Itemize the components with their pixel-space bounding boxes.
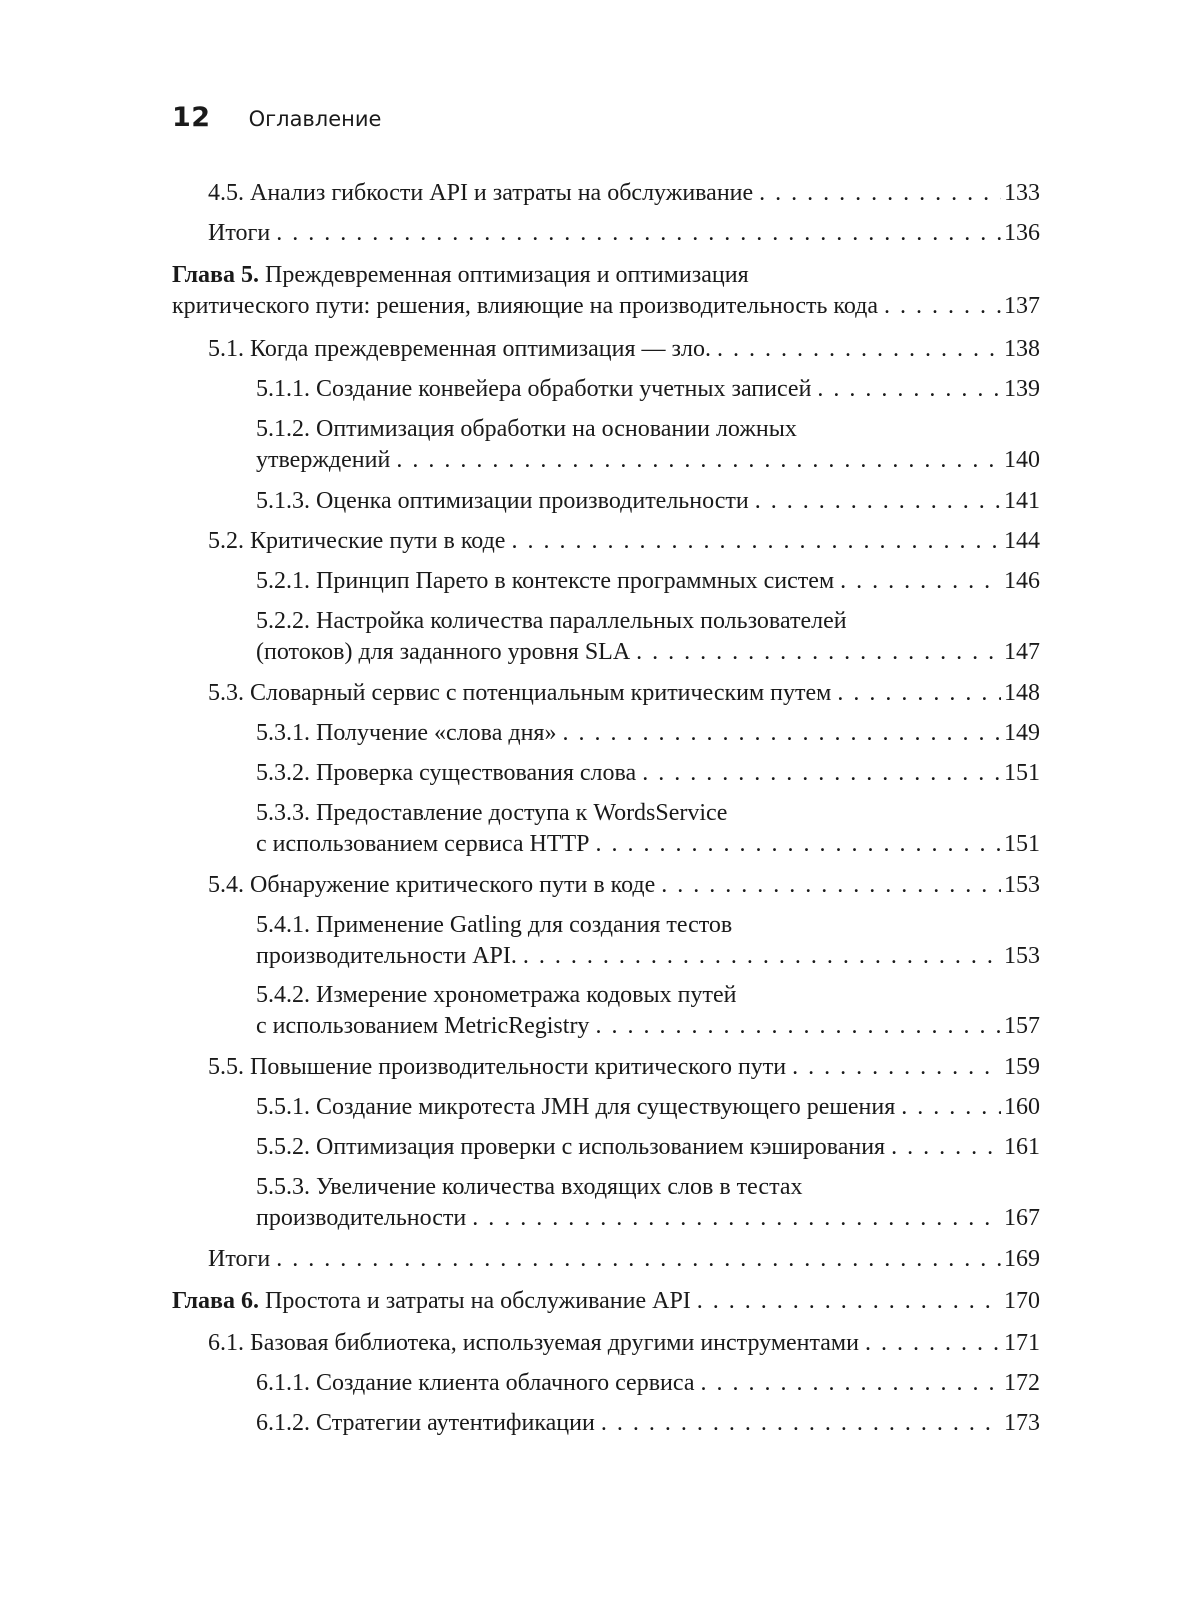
toc-page-number: 141 — [1004, 488, 1040, 514]
toc-entry-title-line — [256, 798, 1040, 829]
toc-page-number: 151 — [1004, 760, 1040, 786]
toc-entry-title: с использованием сервиса HTTP — [256, 831, 590, 857]
dot-leader — [276, 1244, 1001, 1275]
toc-chapter-entry — [172, 1286, 1040, 1317]
dot-leader — [865, 1328, 1001, 1359]
toc-entry-title: 5.1.2. Оптимизация обработки на основании ложных — [256, 416, 797, 442]
toc-entry-title: 5.2.2. Настройка количества параллельных пользователей — [256, 608, 847, 634]
dot-leader — [511, 526, 1001, 557]
chapter-label: Глава 6. — [172, 1288, 259, 1314]
toc-entry-title: Итоги — [208, 220, 271, 246]
dot-leader — [837, 678, 1001, 709]
toc-entry-title-line — [256, 414, 1040, 445]
toc-entry-title: 5.3. Словарный сервис с потенциальным критическим путем — [208, 680, 832, 706]
dot-leader — [642, 758, 1001, 789]
toc-entry — [208, 870, 1040, 901]
toc-chapter-entry — [172, 260, 1040, 322]
dot-leader — [700, 1368, 1001, 1399]
dot-leader — [697, 1286, 1001, 1317]
toc-entry — [208, 678, 1040, 709]
toc-entry-title: 5.1.3. Оценка оптимизации производительности — [256, 488, 749, 514]
toc-entry — [256, 718, 1040, 749]
toc-page-number: 137 — [1004, 293, 1040, 319]
dot-leader — [396, 445, 1001, 476]
dot-leader — [792, 1052, 1001, 1083]
toc-page-number: 149 — [1004, 720, 1040, 746]
dot-leader — [661, 870, 1001, 901]
toc-entry — [256, 980, 1040, 1042]
toc-page-number: 169 — [1004, 1246, 1040, 1272]
toc-entry-title: 5.5.3. Увеличение количества входящих слов в тестах — [256, 1174, 803, 1200]
toc-entry — [256, 566, 1040, 597]
toc-entry — [208, 334, 1040, 365]
toc-entry — [256, 798, 1040, 860]
toc-entry-title-line — [256, 606, 1040, 637]
toc-entry-title: 5.4.1. Применение Gatling для создания тестов — [256, 912, 733, 938]
toc-page-number: 171 — [1004, 1330, 1040, 1356]
toc-page-number: 139 — [1004, 376, 1040, 402]
dot-leader — [523, 941, 1001, 972]
toc-entry — [256, 910, 1040, 972]
dot-leader — [755, 486, 1001, 517]
toc-entry-title: 5.3.1. Получение «слова дня» — [256, 720, 557, 746]
toc-entry-title: 5.3.3. Предоставление доступа к WordsService — [256, 800, 728, 826]
toc-entry-title: 6.1.2. Стратегии аутентификации — [256, 1410, 595, 1436]
toc-page-number: 138 — [1004, 336, 1040, 362]
toc-entry — [256, 1092, 1040, 1123]
toc-entry — [208, 1052, 1040, 1083]
dot-leader — [276, 218, 1001, 249]
toc-entry-title: 5.1.1. Создание конвейера обработки учетных записей — [256, 376, 812, 402]
toc-entry — [256, 606, 1040, 668]
toc-page-number: 140 — [1004, 447, 1040, 473]
toc-entry-title: критического пути: решения, влияющие на производительность кода — [172, 293, 879, 319]
toc-page-number: 148 — [1004, 680, 1040, 706]
toc-entry-title: 5.4.2. Измерение хронометража кодовых путей — [256, 982, 737, 1008]
toc-entry-title: производительности — [256, 1205, 467, 1231]
dot-leader — [717, 334, 1001, 365]
toc-entry-title: 4.5. Анализ гибкости API и затраты на обслуживание — [208, 180, 754, 206]
toc-page-number: 147 — [1004, 639, 1040, 665]
toc-entry-title: утверждений — [256, 447, 391, 473]
toc-entry-title: 5.4. Обнаружение критического пути в коде — [208, 872, 656, 898]
page-number: 12 — [172, 102, 211, 133]
toc-entry — [256, 1408, 1040, 1439]
toc-page-number: 170 — [1004, 1288, 1040, 1314]
toc-entry — [208, 218, 1040, 249]
toc-page-number: 160 — [1004, 1094, 1040, 1120]
toc-entry — [256, 1368, 1040, 1399]
toc-page-number: 161 — [1004, 1134, 1040, 1160]
toc-entry — [208, 1244, 1040, 1275]
dot-leader — [840, 566, 1001, 597]
toc-entry-title-line — [172, 260, 1040, 291]
toc-entry-title: (потоков) для заданного уровня SLA — [256, 639, 631, 665]
toc-entry — [256, 758, 1040, 789]
dot-leader — [636, 637, 1001, 668]
toc-entry-title-line — [256, 1172, 1040, 1203]
dot-leader — [595, 1011, 1001, 1042]
dot-leader — [901, 1092, 1001, 1123]
dot-leader — [891, 1132, 1001, 1163]
toc-entry — [256, 1132, 1040, 1163]
toc-entry-title: 6.1. Базовая библиотека, используемая другими инструментами — [208, 1330, 859, 1356]
toc-page-number: 173 — [1004, 1410, 1040, 1436]
toc-page-number: 136 — [1004, 220, 1040, 246]
toc-page-number: 157 — [1004, 1013, 1040, 1039]
toc-entry-title: 5.2. Критические пути в коде — [208, 528, 506, 554]
chapter-label: Глава 5. — [172, 262, 259, 288]
dot-leader — [562, 718, 1001, 749]
toc-entry-title: 5.5.1. Создание микротеста JMH для существующего решения — [256, 1094, 896, 1120]
toc-entry-title: Преждевременная оптимизация и оптимизация — [265, 262, 749, 288]
toc-page-number: 146 — [1004, 568, 1040, 594]
toc-entry — [208, 178, 1040, 209]
toc-entry — [256, 486, 1040, 517]
toc-page-number: 172 — [1004, 1370, 1040, 1396]
toc-entry — [208, 1328, 1040, 1359]
toc-entry — [208, 526, 1040, 557]
toc-entry-title: 5.2.1. Принцип Парето в контексте программных систем — [256, 568, 835, 594]
toc-entry-title: Простота и затраты на обслуживание API — [265, 1288, 691, 1314]
toc-entry-title: с использованием MetricRegistry — [256, 1013, 590, 1039]
toc-entry-title: 5.5. Повышение производительности критического пути — [208, 1054, 787, 1080]
toc-page-number: 153 — [1004, 872, 1040, 898]
toc-entry — [256, 1172, 1040, 1234]
toc-page-number: 144 — [1004, 528, 1040, 554]
toc-entry-title: 5.3.2. Проверка существования слова — [256, 760, 637, 786]
toc-page-number: 159 — [1004, 1054, 1040, 1080]
toc-entry-title: Итоги — [208, 1246, 271, 1272]
dot-leader — [884, 291, 1001, 322]
toc-entry-title-line — [256, 910, 1040, 941]
toc-entry-title: 5.5.2. Оптимизация проверки с использованием кэширования — [256, 1134, 886, 1160]
toc-entry-title: производительности API. — [256, 943, 517, 969]
dot-leader — [601, 1408, 1001, 1439]
toc-entry-title: 6.1.1. Создание клиента облачного сервиса — [256, 1370, 695, 1396]
page-header — [172, 102, 381, 133]
toc-entry-title-line — [256, 980, 1040, 1011]
dot-leader — [472, 1203, 1001, 1234]
dot-leader — [596, 829, 1001, 860]
running-title: Оглавление — [248, 107, 382, 131]
dot-leader — [817, 374, 1001, 405]
toc-page-number: 133 — [1004, 180, 1040, 206]
toc-entry — [256, 374, 1040, 405]
dot-leader — [759, 178, 1001, 209]
toc-entry — [256, 414, 1040, 476]
toc-entry-title: 5.1. Когда преждевременная оптимизация — зло. — [208, 336, 711, 362]
toc-page-number: 151 — [1004, 831, 1040, 857]
toc-page-number: 153 — [1004, 943, 1040, 969]
toc-page-number: 167 — [1004, 1205, 1040, 1231]
